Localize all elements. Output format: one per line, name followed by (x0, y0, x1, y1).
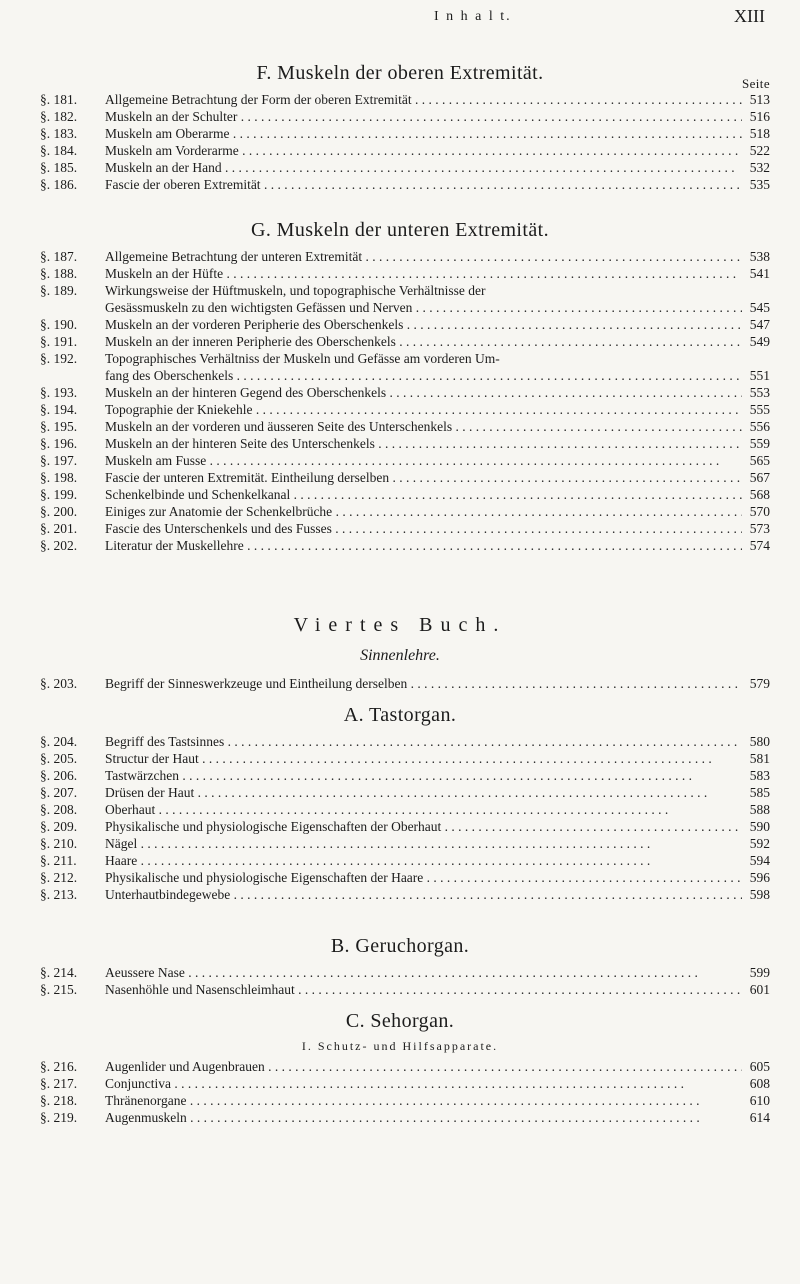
toc-entry (0, 869, 800, 886)
section-number: §. 211. (40, 853, 77, 868)
entry-page: 610 (749, 1093, 770, 1108)
section-number: §. 217. (40, 1076, 78, 1091)
entry-page: 568 (749, 487, 770, 502)
section-number: §. 183. (40, 126, 78, 141)
entry-page: 608 (749, 1076, 770, 1091)
toc-entry (0, 835, 800, 852)
toc-entry (0, 248, 800, 265)
section-heading-b: B. Geruchorgan. (330, 935, 470, 957)
section-number: §. 191. (40, 334, 78, 349)
book-title: Viertes Buch. (293, 614, 507, 636)
section-subheading-c: I. Schutz- und Hilfsapparate. (301, 1039, 499, 1053)
entry-page: 580 (749, 734, 770, 749)
entry-title: Muskeln an der hinteren Gegend des Oberschenkels . . . (105, 384, 742, 401)
section-heading-f-text: F. Muskeln der oberen Extremität. (256, 62, 544, 84)
toc-entry (0, 91, 800, 108)
entry-page: 601 (749, 982, 770, 997)
toc-entry (0, 537, 800, 554)
toc-entry (0, 981, 800, 998)
entry-title: Schenkelbinde und Schenkelkanal . . . (105, 486, 742, 503)
entry-page: 549 (749, 334, 770, 349)
section-a-entries (0, 733, 800, 903)
toc-entry (0, 1092, 800, 1109)
entry-title: Muskeln am Vorderarme . . . (105, 142, 742, 159)
section-number: §. 192. (40, 351, 78, 366)
entry-page: 585 (749, 785, 770, 800)
section-number: §. 189. (40, 283, 78, 298)
toc-entry (0, 316, 800, 333)
toc-entry (0, 801, 800, 818)
entry-title: Begriff der Sinneswerkzeuge und Eintheilung derselben . . . (105, 675, 742, 692)
entry-title: Drüsen der Haut . . . (105, 784, 742, 801)
entry-page: 513 (749, 92, 770, 107)
section-number: §. 199. (40, 487, 78, 502)
entry-title: Gesässmuskeln zu den wichtigsten Gefässen und Nerven . . . (105, 299, 742, 316)
section-number: §. 205. (40, 751, 78, 766)
toc-entry (0, 733, 800, 750)
entry-title: Literatur der Muskellehre . . . (105, 537, 742, 554)
entry-page: 556 (749, 419, 770, 434)
section-number: §. 187. (40, 249, 78, 264)
entry-page: 588 (749, 802, 770, 817)
toc-entry (0, 418, 800, 435)
section-number: §. 210. (40, 836, 78, 851)
entry-page: 598 (749, 887, 770, 902)
entry-title: Muskeln an der hinteren Seite des Unterschenkels . . . (105, 435, 742, 452)
section-b-entries (0, 964, 800, 998)
toc-entry (0, 125, 800, 142)
toc-entry (0, 818, 800, 835)
entry-page: 605 (749, 1059, 770, 1074)
entry-title: Conjunctiva . . . (105, 1075, 742, 1092)
book-subtitle: Sinnenlehre. (360, 647, 440, 664)
running-header (0, 6, 800, 28)
entry-title: Wirkungsweise der Hüftmuskeln, und topographische Verhältnisse der (105, 283, 486, 298)
entry-page: 545 (749, 300, 770, 315)
section-number: §. 212. (40, 870, 78, 885)
section-number: §. 216. (40, 1059, 78, 1074)
section-number: §. 218. (40, 1093, 78, 1108)
entry-title: Muskeln an der Schulter . . . (105, 108, 742, 125)
entry-page: 574 (749, 538, 770, 553)
entry-title: Begriff des Tastsinnes . . . (105, 733, 742, 750)
entry-page: 614 (749, 1110, 770, 1125)
toc-entry (0, 1075, 800, 1092)
toc-entry (0, 1109, 800, 1126)
entry-title: Topographie der Kniekehle . . . (105, 401, 742, 418)
entry-title: Fascie des Unterschenkels und des Fusses . . . (105, 520, 742, 537)
section-number: §. 182. (40, 109, 78, 124)
section-number: §. 203. (40, 676, 78, 691)
entry-title: Fascie der oberen Extremität . . . (105, 176, 742, 193)
entry-title: Muskeln am Oberarme . . . (105, 125, 742, 142)
entry-page: 565 (749, 453, 770, 468)
page-number: XIII (734, 6, 765, 26)
section-number: §. 197. (40, 453, 78, 468)
section-number: §. 207. (40, 785, 78, 800)
section-number: §. 202. (40, 538, 78, 553)
entry-page: 590 (749, 819, 770, 834)
toc-entry (0, 159, 800, 176)
toc-entry (0, 964, 800, 981)
section-number: §. 196. (40, 436, 78, 451)
entry-page: 547 (749, 317, 770, 332)
toc-entry (0, 469, 800, 486)
entry-title: Allgemeine Betrachtung der unteren Extremität . . . (105, 248, 742, 265)
entry-title: Tastwärzchen . . . (105, 767, 742, 784)
entry-title: Structur der Haut . . . (105, 750, 742, 767)
section-number: §. 193. (40, 385, 78, 400)
toc-entry (0, 520, 800, 537)
toc-entry (0, 1058, 800, 1075)
toc-entry (0, 350, 800, 367)
section-number: §. 208. (40, 802, 78, 817)
toc-entry (0, 767, 800, 784)
entry-title: fang des Oberschenkels . . . (105, 367, 742, 384)
section-number: §. 186. (40, 177, 78, 192)
running-title: I n h a l t. (434, 9, 512, 24)
section-number: §. 188. (40, 266, 78, 281)
section-c-entries (0, 1058, 800, 1126)
entry-title: Augenmuskeln . . . (105, 1109, 742, 1126)
section-number: §. 201. (40, 521, 78, 536)
entry-page: 594 (749, 853, 770, 868)
entry-title: Muskeln an der vorderen und äusseren Seite des Unterschenkels . . . (105, 418, 742, 435)
toc-entry (0, 384, 800, 401)
entry-page: 583 (749, 768, 770, 783)
entry-page: 559 (749, 436, 770, 451)
section-number: §. 213. (40, 887, 78, 902)
section-f-entries (0, 91, 800, 193)
entry-page: 567 (749, 470, 770, 485)
entry-page: 581 (749, 751, 770, 766)
entry-title: Topographisches Verhältniss der Muskeln und Gefässe am vorderen Um- (105, 351, 500, 366)
entry-page: 579 (749, 676, 770, 691)
section-number: §. 190. (40, 317, 78, 332)
entry-page: 570 (749, 504, 770, 519)
entry-page: 516 (749, 109, 770, 124)
entry-title: Unterhautbindegewebe . . . (105, 886, 742, 903)
intro-entry (0, 675, 800, 692)
entry-title: Nägel . . . (105, 835, 742, 852)
entry-title: Physikalische und physiologische Eigenschaften der Haare . . . (105, 869, 742, 886)
toc-entry (0, 367, 800, 384)
entry-title: Muskeln an der Hand . . . (105, 159, 742, 176)
toc-entry (0, 299, 800, 316)
entry-page: 573 (749, 521, 770, 536)
toc-entry (0, 503, 800, 520)
toc-entry (0, 486, 800, 503)
entry-title: Muskeln am Fusse . . . (105, 452, 742, 469)
entry-title: Muskeln an der vorderen Peripherie des Oberschenkels . . . (105, 316, 742, 333)
entry-page: 551 (749, 368, 770, 383)
entry-page: 555 (749, 402, 770, 417)
entry-page: 535 (749, 177, 770, 192)
section-heading-c: C. Sehorgan. (345, 1010, 455, 1032)
entry-page: 532 (749, 160, 770, 175)
section-number: §. 214. (40, 965, 78, 980)
section-number: §. 219. (40, 1110, 78, 1125)
entry-title: Haare . . . (105, 852, 742, 869)
entry-title: Einiges zur Anatomie der Schenkelbrüche . . . (105, 503, 742, 520)
toc-entry (0, 282, 800, 299)
entry-page: 541 (749, 266, 770, 281)
toc-entry (0, 108, 800, 125)
section-number: §. 184. (40, 143, 78, 158)
toc-entry (0, 886, 800, 903)
entry-title: Muskeln an der inneren Peripherie des Oberschenkels . . . (105, 333, 742, 350)
toc-entry (0, 176, 800, 193)
toc-entry (0, 784, 800, 801)
section-number: §. 200. (40, 504, 78, 519)
section-number: §. 194. (40, 402, 78, 417)
section-heading-f (0, 62, 800, 91)
entry-page: 522 (749, 143, 770, 158)
entry-title: Physikalische und physiologische Eigenschaften der Oberhaut . . . (105, 818, 742, 835)
entry-page: 596 (749, 870, 770, 885)
entry-title: Fascie der unteren Extremität. Eintheilung derselben . . . (105, 469, 742, 486)
toc-entry (0, 142, 800, 159)
section-number: §. 206. (40, 768, 78, 783)
section-heading-a: A. Tastorgan. (343, 704, 457, 726)
entry-title: Allgemeine Betrachtung der Form der oberen Extremität . . . (105, 91, 742, 108)
section-g-entries (0, 248, 800, 554)
section-number: §. 215. (40, 982, 78, 997)
entry-page: 518 (749, 126, 770, 141)
entry-page: 553 (749, 385, 770, 400)
toc-entry (0, 452, 800, 469)
entry-title: Aeussere Nase . . . (105, 964, 742, 981)
entry-page: 592 (749, 836, 770, 851)
entry-title: Nasenhöhle und Nasenschleimhaut . . . (105, 981, 742, 998)
section-number: §. 195. (40, 419, 78, 434)
entry-title: Thränenorgane . . . (105, 1092, 742, 1109)
section-number: §. 209. (40, 819, 78, 834)
entry-title: Augenlider und Augenbrauen . . . (105, 1058, 742, 1075)
toc-entry (0, 852, 800, 869)
table-of-contents (0, 60, 800, 1126)
toc-entry (0, 333, 800, 350)
toc-entry (0, 750, 800, 767)
toc-entry (0, 265, 800, 282)
section-number: §. 204. (40, 734, 78, 749)
section-heading-g: G. Muskeln der unteren Extremität. (251, 219, 549, 241)
seite-label: Seite (742, 76, 770, 91)
toc-entry (0, 435, 800, 452)
toc-entry (0, 401, 800, 418)
section-number: §. 198. (40, 470, 78, 485)
entry-page: 599 (749, 965, 770, 980)
section-number: §. 185. (40, 160, 78, 175)
toc-entry (0, 675, 800, 692)
entry-title: Oberhaut . . . (105, 801, 742, 818)
entry-title: Muskeln an der Hüfte . . . (105, 265, 742, 282)
entry-page: 538 (749, 249, 770, 264)
section-number: §. 181. (40, 92, 78, 107)
